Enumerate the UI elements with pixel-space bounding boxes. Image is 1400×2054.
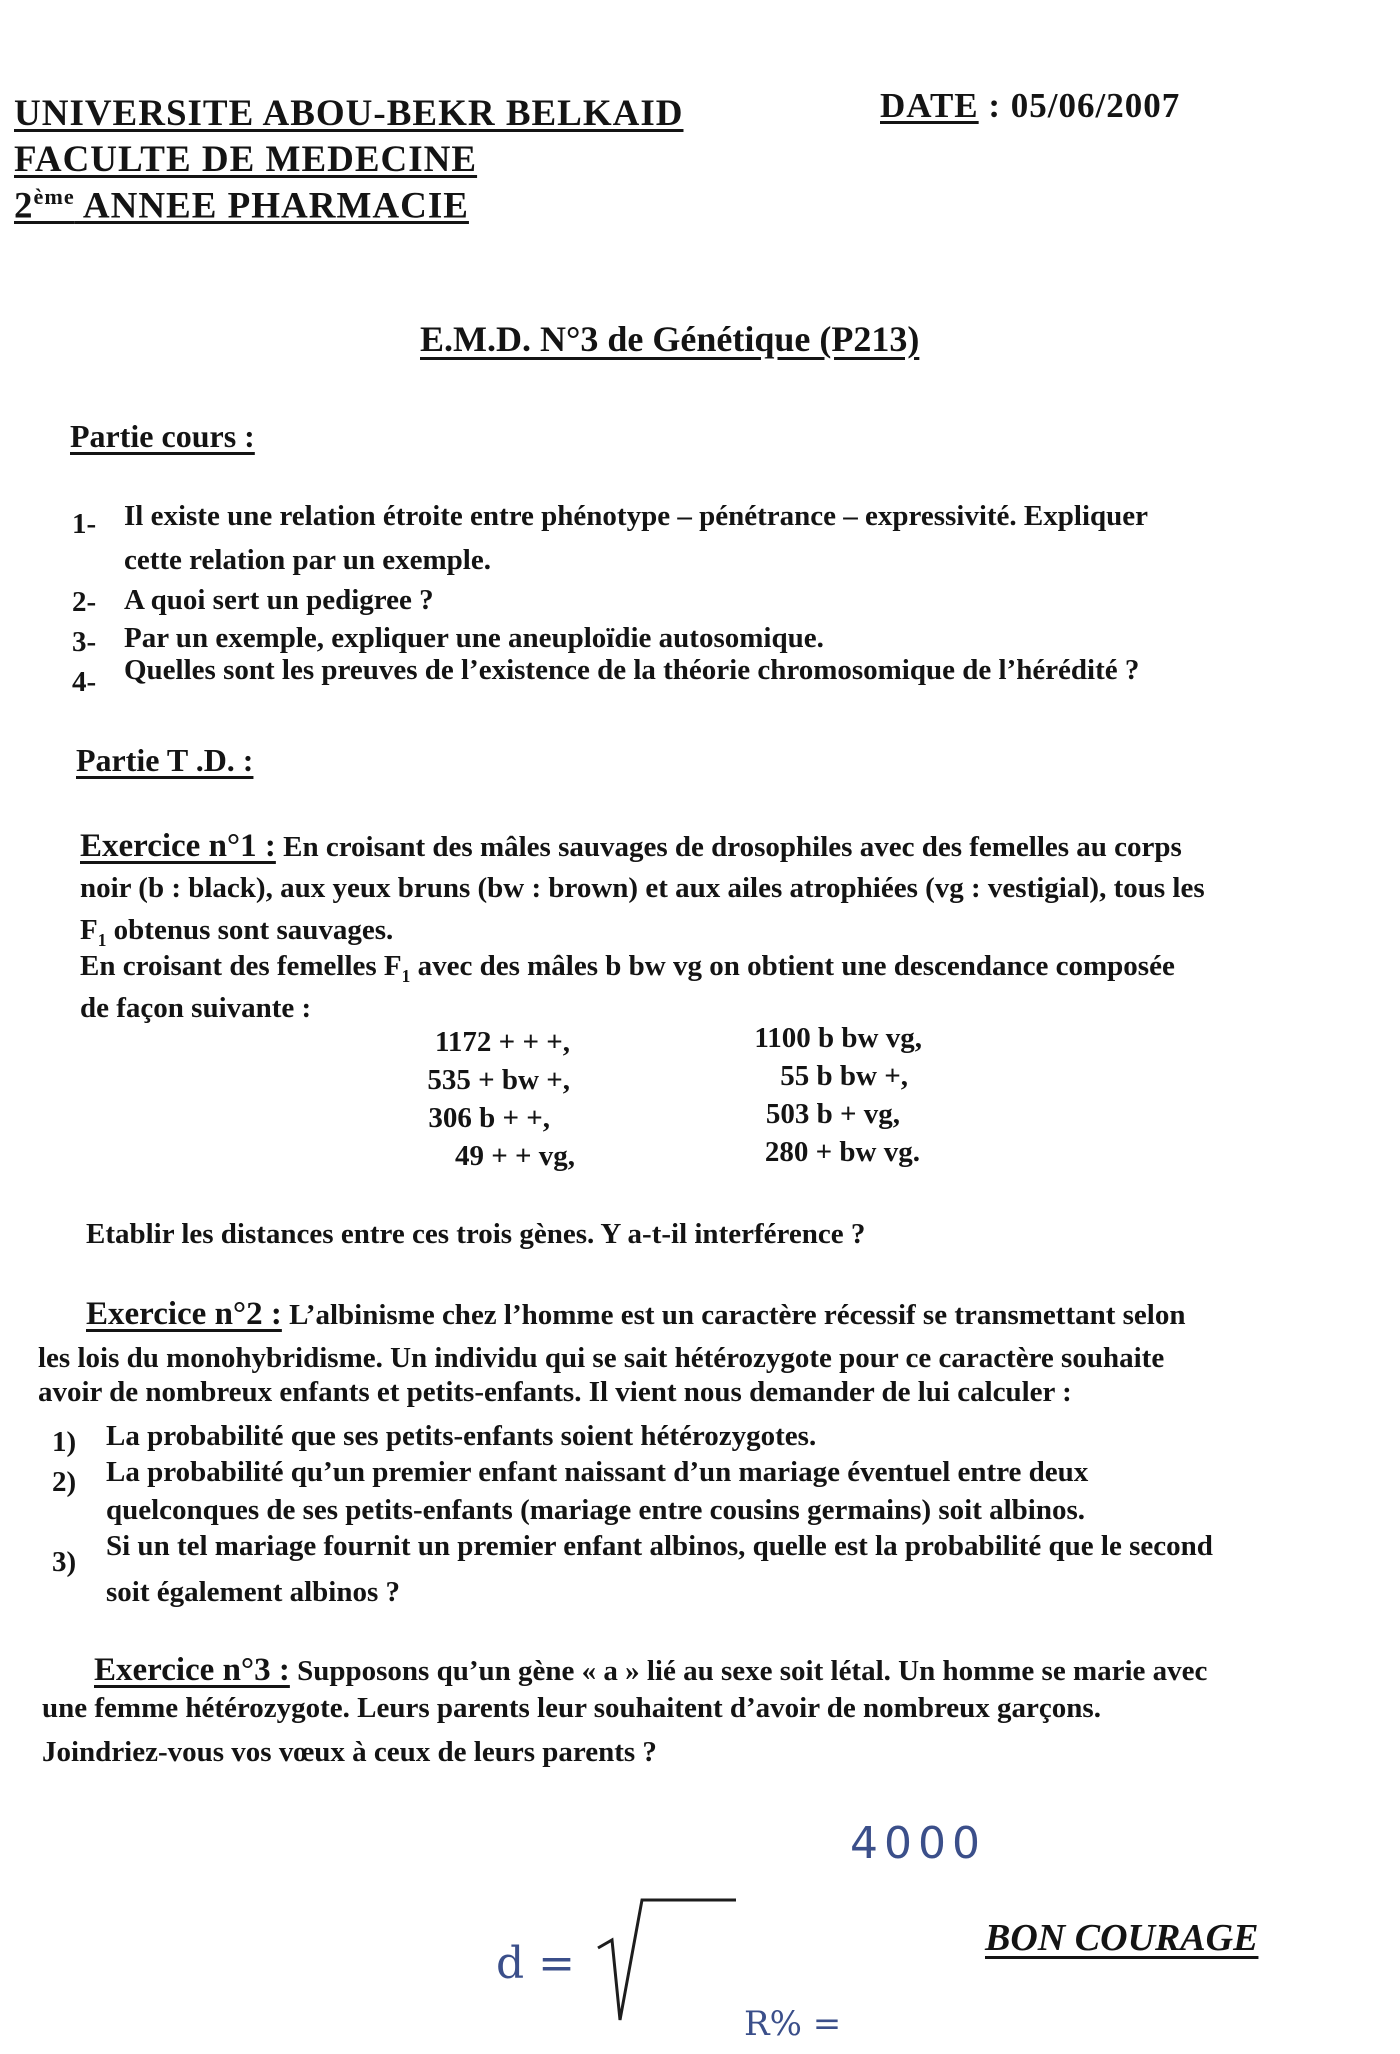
result-left: 1172 + + +, [435,1026,570,1058]
faculty-name: FACULTE DE MEDECINE [14,139,478,180]
exercise-text: les lois du monohybridisme. Un individu qui se sait hétérozygote pour ce caractère souhaite [38,1342,1165,1374]
exercise-question: Etablir les distances entre ces trois gènes. Y a-t-il interférence ? [86,1218,866,1250]
question-text: Par un exemple, expliquer une aneuploïdie autosomique. [124,622,824,654]
question-number: 1- [72,508,97,540]
question-text: A quoi sert un pedigree ? [124,584,434,616]
item-text: Si un tel mariage fournit un premier enfant albinos, quelle est la probabilité que le second [106,1530,1213,1562]
question-text: Il existe une relation étroite entre phénotype – pénétrance – expressivité. Expliquer [124,500,1149,532]
question-text: cette relation par un exemple. [124,544,491,576]
exercise-text: noir (b : black), aux yeux bruns (bw : brown) et aux ailes atrophiées (vg : vestigial), tous les [80,872,1205,904]
exercise-3-title: Exercice n°3 : [94,1652,290,1688]
question-number: 4- [72,666,97,698]
item-text: La probabilité que ses petits-enfants soient hétérozygotes. [106,1420,817,1452]
result-right: 1100 b bw vg, [754,1022,922,1054]
exercise-text: avoir de nombreux enfants et petits-enfants. Il vient nous demander de lui calculer : [38,1376,1072,1408]
closing-text: BON COURAGE [985,1917,1259,1959]
question-number: 3- [72,626,97,658]
section-title-cours: Partie cours : [70,418,255,454]
exercise-2-title: Exercice n°2 : [86,1296,282,1332]
item-number: 2) [52,1466,77,1498]
result-right: 55 b bw +, [780,1060,908,1092]
item-number: 1) [52,1426,77,1458]
exercise-2-intro: Exercice n°2 : L’albinisme chez l’homme est un caractère récessif se transmettant selon [86,1296,1186,1332]
exercise-3-intro: Exercice n°3 : Supposons qu’un gène « a » lié au sexe soit létal. Un homme se marie avec [94,1652,1208,1688]
item-text: soit également albinos ? [106,1576,401,1608]
exercise-text: $F_1$ obtenus sont sauvages. [80,914,394,950]
year-label: 2ème ANNEE PHARMACIE [14,184,469,227]
exercise-1-title: Exercice n°1 : [80,828,276,864]
exam-date: DATE : 05/06/2007 [880,86,1181,125]
item-text: La probabilité qu’un premier enfant naissant d’un mariage éventuel entre deux [106,1456,1089,1488]
handwritten-number: 4000 [850,1818,986,1869]
square-root-icon [590,1880,750,2040]
result-right: 280 + bw vg. [764,1136,920,1168]
exercise-text: Joindriez-vous vos vœux à ceux de leurs parents ? [42,1736,657,1768]
item-text: quelconques de ses petits-enfants (mariage entre cousins germains) soit albinos. [106,1494,1086,1526]
result-left: 306 b + +, [428,1102,550,1134]
exam-title: E.M.D. N°3 de Génétique (P213) [420,319,920,359]
result-left: 49 + + vg, [454,1140,575,1172]
question-text: Quelles sont les preuves de l’existence de la théorie chromosomique de l’hérédité ? [124,654,1140,686]
item-number: 3) [52,1546,77,1578]
result-left: 535 + bw +, [427,1064,570,1096]
exercise-1-intro: Exercice n°1 : En croisant des mâles sauvages de drosophiles avec des femelles au corps [80,828,1182,864]
exercise-text: de façon suivante : [80,992,312,1024]
section-title-td: Partie T .D. : [76,742,254,778]
exercise-text: une femme hétérozygote. Leurs parents leur souhaitent d’avoir de nombreux garçons. [42,1692,1101,1724]
handwritten-formula: d = [496,1938,576,1989]
question-number: 2- [72,586,97,618]
handwritten-formula: R% = [744,2004,842,2044]
university-name: UNIVERSITE ABOU-BEKR BELKAID [14,93,684,134]
result-right: 503 b + vg, [765,1098,900,1130]
exercise-text: En croisant des femelles $F_1$ avec des mâles b bw vg on obtient une descendance composée [80,950,1175,986]
